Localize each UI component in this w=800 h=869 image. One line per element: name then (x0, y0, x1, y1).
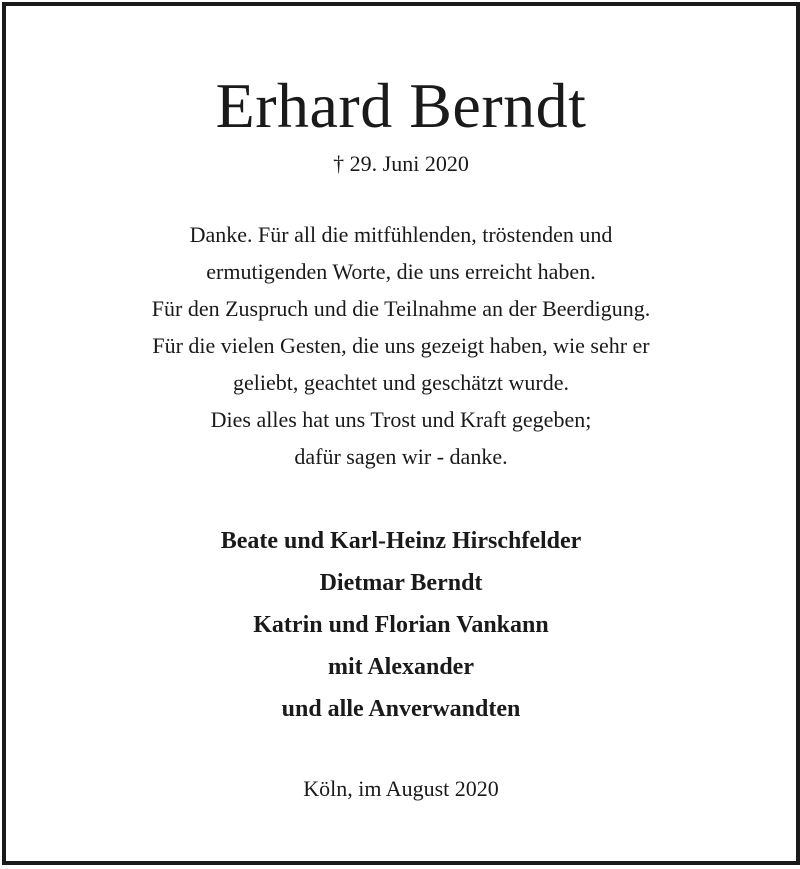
family-line: Katrin und Florian Vankann (253, 612, 549, 638)
thanks-line: Für den Zuspruch und die Teilnahme an der Beerdigung. (151, 296, 651, 321)
thanks-line: geliebt, geachtet und geschätzt wurde. (233, 370, 569, 395)
family-signatures (6, 520, 796, 730)
family-line: mit Alexander (328, 654, 474, 680)
deceased-name: Erhard Berndt (215, 70, 587, 141)
notice-frame (2, 2, 800, 865)
thanks-line: Dies alles hat uns Trost und Kraft gegeben; (210, 407, 592, 432)
family-line: Beate und Karl-Heinz Hirschfelder (220, 528, 582, 554)
death-date: † 29. Juni 2020 (333, 151, 469, 176)
thanks-line: dafür sagen wir - danke. (294, 444, 508, 469)
thanks-line: Für die vielen Gesten, die uns gezeigt haben, wie sehr er (152, 333, 650, 358)
family-line: Dietmar Berndt (319, 570, 483, 596)
place-date: Köln, im August 2020 (303, 776, 499, 801)
family-line: und alle Anverwandten (281, 696, 521, 722)
thanks-text (6, 216, 796, 475)
thanks-line: Danke. Für all die mitfühlenden, tröstenden und (189, 222, 613, 247)
thanks-line: ermutigenden Worte, die uns erreicht haben. (206, 259, 596, 284)
